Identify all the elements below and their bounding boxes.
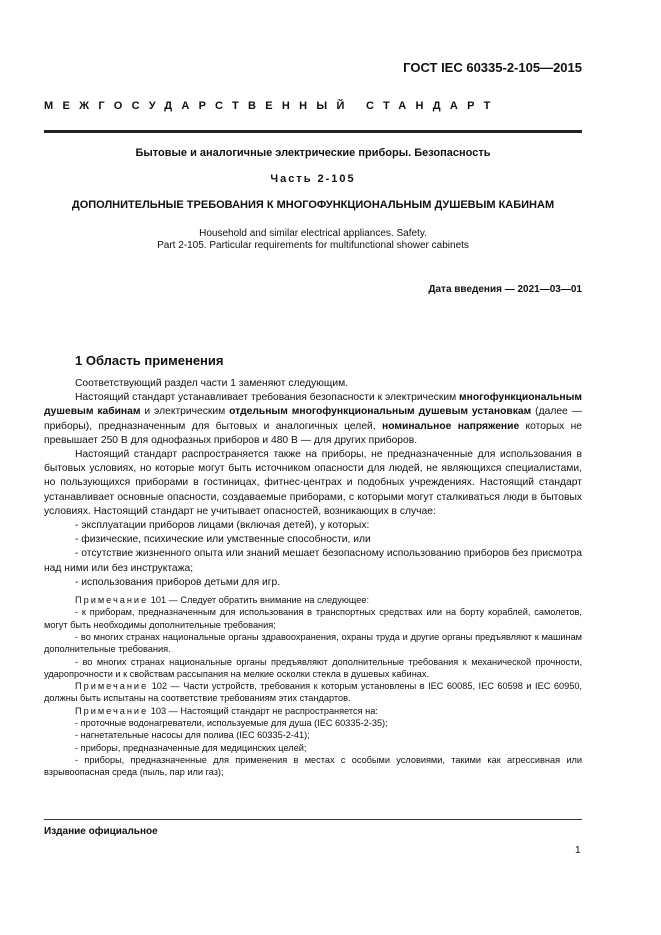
paragraph: Настоящий стандарт распространяется также на приборы, не предназначенные для использования в бытовых условиях, но которые могут быть источником опасности для людей, не являющихся специалистами, но пользующихся приборами в гостиницах, фитнес-центрах и подобных учреждениях. Настоящий стандарт устанавливает основные опасности, создаваемые приборами, с которыми могут сталкиваться люди в бытовых условиях. Настоящий стандарт не учитывает опасностей, возникающих в случае: (44, 449, 582, 517)
term-bold: многофункциональным душевым кабинам (44, 392, 582, 418)
section-body (44, 377, 582, 779)
interstate-standard-label: МЕЖГОСУДАРСТВЕННЫЙ СТАНДАРТ (44, 100, 500, 112)
term-bold: номинальное напряжение (382, 420, 520, 432)
note-list-item: - во многих странах национальные органы здравоохранения, охраны труда и другие органы предъявляют к машинам дополнительные требования. (44, 631, 582, 655)
part-label: Часть 2-105 (270, 173, 356, 185)
note-text: 103 — Настоящий стандарт не распространяется на: (148, 705, 378, 716)
note-list-item: - приборы, предназначенные для медицинских целей; (75, 742, 307, 753)
list-item: - физические, психические или умственные способности, или (75, 534, 371, 546)
text-run: (далее — приборы), предназначенным для бытовых и аналогичных целей, (44, 406, 582, 432)
page-number: 1 (575, 845, 581, 856)
note-label: Примечание (75, 681, 149, 692)
note-text: 102 — Части устройств, требования к которым установлены в IEC 60085, IEC 60598 и IEC 60950, должны быть испытаны на соответствие требованиям этих стандартов. (44, 681, 582, 704)
text-run: и электрическим (140, 406, 230, 418)
note-102 (44, 680, 582, 705)
list-item: - использования приборов детьми для игр. (75, 576, 281, 588)
note-list-item: - приборы, предназначенные для применения в местах с особыми условиями, такими как агрессивная или взрывоопасная среда (пыль, пар или газ); (44, 754, 582, 778)
text-run: Настоящий стандарт устанавливает требования безопасности к электрическим (75, 392, 460, 404)
document-title: Бытовые и аналогичные электрические приборы. Безопасность (135, 147, 491, 159)
english-title-line-2: Part 2-105. Particular requirements for multifunctional shower cabinets (157, 240, 469, 251)
note-list-item: - во многих странах национальные органы предъявляют дополнительные требования к механической прочности, ударопрочности и к свойствам рассыпания на мелкие осколки стекла в душевых кабинах. (44, 656, 582, 679)
english-title (44, 228, 582, 252)
section-heading: 1 Область применения (75, 353, 224, 368)
note-list-item: - к приборам, предназначенным для использования в транспортных средствах или на борту кораблей, самолетов, могут быть необходимы дополнительные требования; (44, 607, 582, 630)
paragraph (44, 391, 582, 448)
standard-number: ГОСТ IEC 60335-2-105—2015 (403, 60, 582, 75)
list-item: - эксплуатации приборов лицами (включая детей), у которых: (75, 520, 370, 532)
introduction-date: Дата введения — 2021—03—01 (428, 284, 582, 295)
note-text: 101 — Следует обратить внимание на следующее: (148, 595, 370, 606)
document-subtitle: ДОПОЛНИТЕЛЬНЫЕ ТРЕБОВАНИЯ К МНОГОФУНКЦИОНАЛЬНЫМ ДУШЕВЫМ КАБИНАМ (71, 199, 555, 211)
note-list-item: - нагнетательные насосы для полива (IEC 60335-2-41); (75, 730, 310, 741)
note-label: Примечание (75, 595, 149, 606)
footer-rule (44, 819, 582, 820)
english-title-line-1: Household and similar electrical appliances. Safety. (199, 228, 427, 239)
header-rule (44, 130, 582, 133)
term-bold: отдельным многофункциональным душевым установкам (229, 406, 532, 418)
note-label: Примечание (75, 705, 149, 716)
paragraph: Соответствующий раздел части 1 заменяют следующим. (75, 378, 349, 389)
list-item: - отсутствие жизненного опыта или знаний мешает безопасному использованию приборов без присмотра над ними или без инструктажа; (44, 548, 582, 574)
note-101 (44, 594, 582, 606)
note-103 (44, 705, 582, 717)
note-list-item: - проточные водонагреватели, используемые для душа (IEC 60335-2-35); (75, 718, 388, 729)
text-run: которых не превышает 250 В для однофазных приборов и 480 В — для других приборов. (44, 420, 583, 446)
edition-label: Издание официальное (44, 826, 158, 837)
